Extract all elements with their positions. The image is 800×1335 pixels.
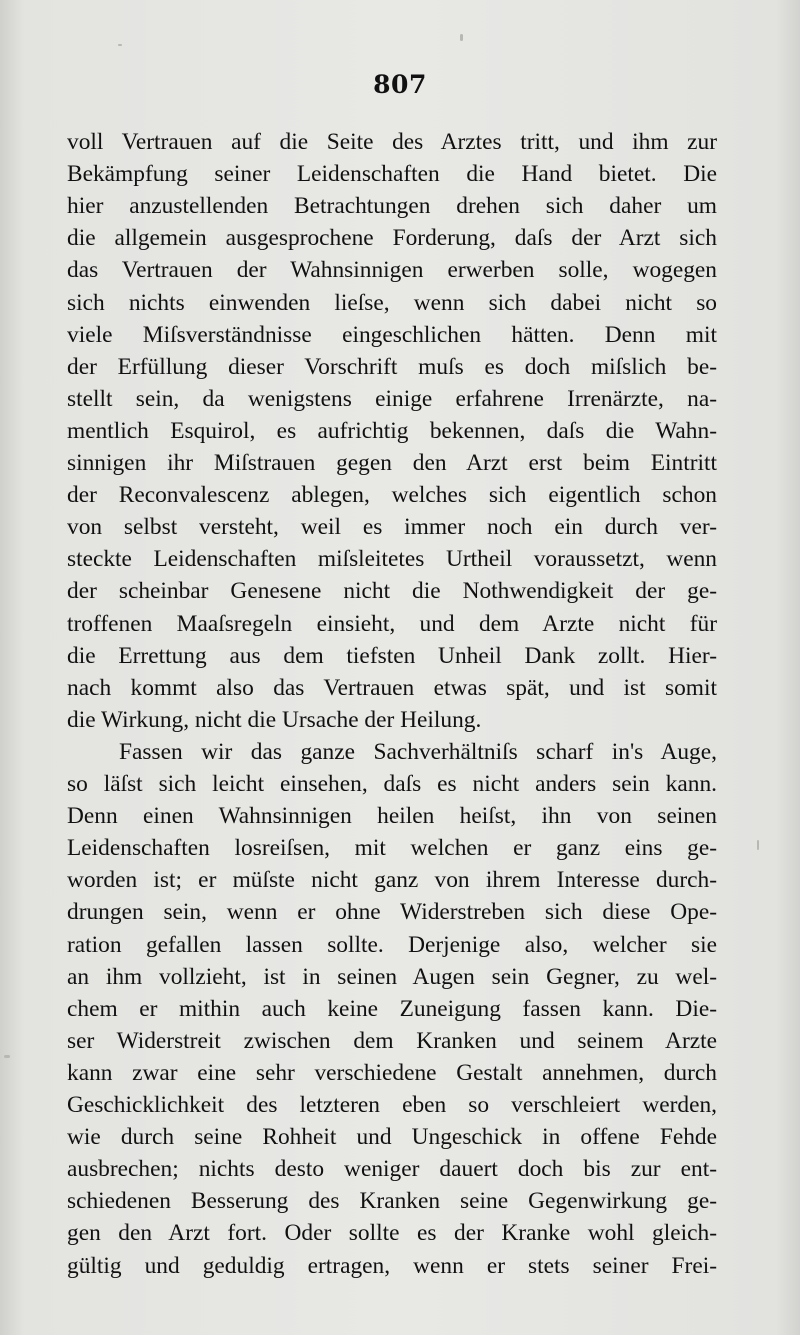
text-line: Bekämpfung seiner Leidenschaften die Hand bietet. Die	[67, 161, 717, 188]
scan-speck	[118, 44, 122, 46]
text-line: so läſst sich leicht einsehen, daſs es nicht anders sein kann.	[67, 771, 717, 797]
text-line: kann zwar eine sehr verschiedene Gestalt annehmen, durch	[67, 1059, 717, 1086]
text-line: von selbst versteht, weil es immer noch ein durch ver-	[67, 514, 717, 541]
text-line: der Reconvalescenz ablegen, welches sich eigentlich schon	[67, 482, 717, 509]
text-line: worden ist; er müſste nicht ganz von ihrem Interesse durch-	[67, 867, 717, 894]
text-line: der scheinbar Genesene nicht die Nothwendigkeit der ge-	[67, 578, 717, 605]
text-line: ration gefallen lassen sollte. Derjenige also, welcher sie	[67, 931, 717, 958]
text-line: die allgemein ausgesprochene Forderung, daſs der Arzt sich	[67, 225, 717, 252]
text-line: drungen sein, wenn er ohne Widerstreben sich diese Ope-	[67, 899, 717, 926]
text-line: die Errettung aus dem tiefsten Unheil Dank zollt. Hier-	[67, 642, 717, 669]
scan-speck	[460, 34, 463, 41]
text-line: an ihm vollzieht, ist in seinen Augen sein Gegner, zu wel-	[67, 963, 717, 990]
text-line: troffenen Maaſsregeln einsieht, und dem Arzte nicht für	[67, 610, 717, 637]
text-line: hier anzustellenden Betrachtungen drehen sich daher um	[67, 193, 717, 220]
scan-speck	[4, 1055, 10, 1058]
text-line: viele Miſsverständnisse eingeschlichen hätten. Denn mit	[67, 321, 717, 348]
text-line: die Wirkung, nicht die Ursache der Heilung.	[67, 706, 482, 733]
text-line: das Vertrauen der Wahnsinnigen erwerben solle, wogegen	[67, 257, 717, 284]
scan-speck	[757, 840, 759, 850]
text-line: ausbrechen; nichts desto weniger dauert doch bis zur ent-	[67, 1156, 717, 1183]
text-line: ser Widerstreit zwischen dem Kranken und seinem Arzte	[67, 1027, 717, 1054]
text-line: wie durch seine Rohheit und Ungeschick in offene Fehde	[67, 1124, 717, 1151]
text-line: mentlich Esquirol, es aufrichtig bekennen, daſs die Wahn-	[67, 417, 717, 444]
text-line: chem er mithin auch keine Zuneigung fassen kann. Die-	[67, 995, 717, 1022]
text-line: gen den Arzt fort. Oder sollte es der Kranke wohl gleich-	[67, 1220, 717, 1247]
text-line: Fassen wir das ganze Sachverhältniſs scharf in's Auge,	[119, 738, 717, 765]
text-line: sinnigen ihr Miſstrauen gegen den Arzt erst beim Eintritt	[67, 450, 717, 476]
text-line: Leidenschaften losreiſsen, mit welchen er ganz eins ge-	[67, 835, 717, 862]
text-line: stellt sein, da wenigstens einige erfahrene Irrenärzte, na-	[67, 385, 717, 412]
page-number: 807	[373, 70, 427, 99]
text-line: steckte Leidenschaften miſsleitetes Urtheil voraussetzt, wenn	[67, 546, 717, 573]
text-line: sich nichts einwenden lieſse, wenn sich dabei nicht so	[67, 289, 717, 316]
text-line: schiedenen Besserung des Kranken seine Gegenwirkung ge-	[67, 1188, 717, 1215]
text-line: der Erfüllung dieser Vorschrift muſs es doch miſslich be-	[67, 353, 717, 380]
text-line: nach kommt also das Vertrauen etwas spät, und ist somit	[67, 674, 717, 701]
text-line: gültig und geduldig ertragen, wenn er stets seiner Frei-	[67, 1252, 717, 1279]
text-line: voll Vertrauen auf die Seite des Arztes tritt, und ihm zur	[67, 129, 717, 155]
text-line: Geschicklichkeit des letzteren eben so verschleiert werden,	[67, 1092, 717, 1118]
text-line: Denn einen Wahnsinnigen heilen heiſst, ihn von seinen	[67, 803, 717, 830]
